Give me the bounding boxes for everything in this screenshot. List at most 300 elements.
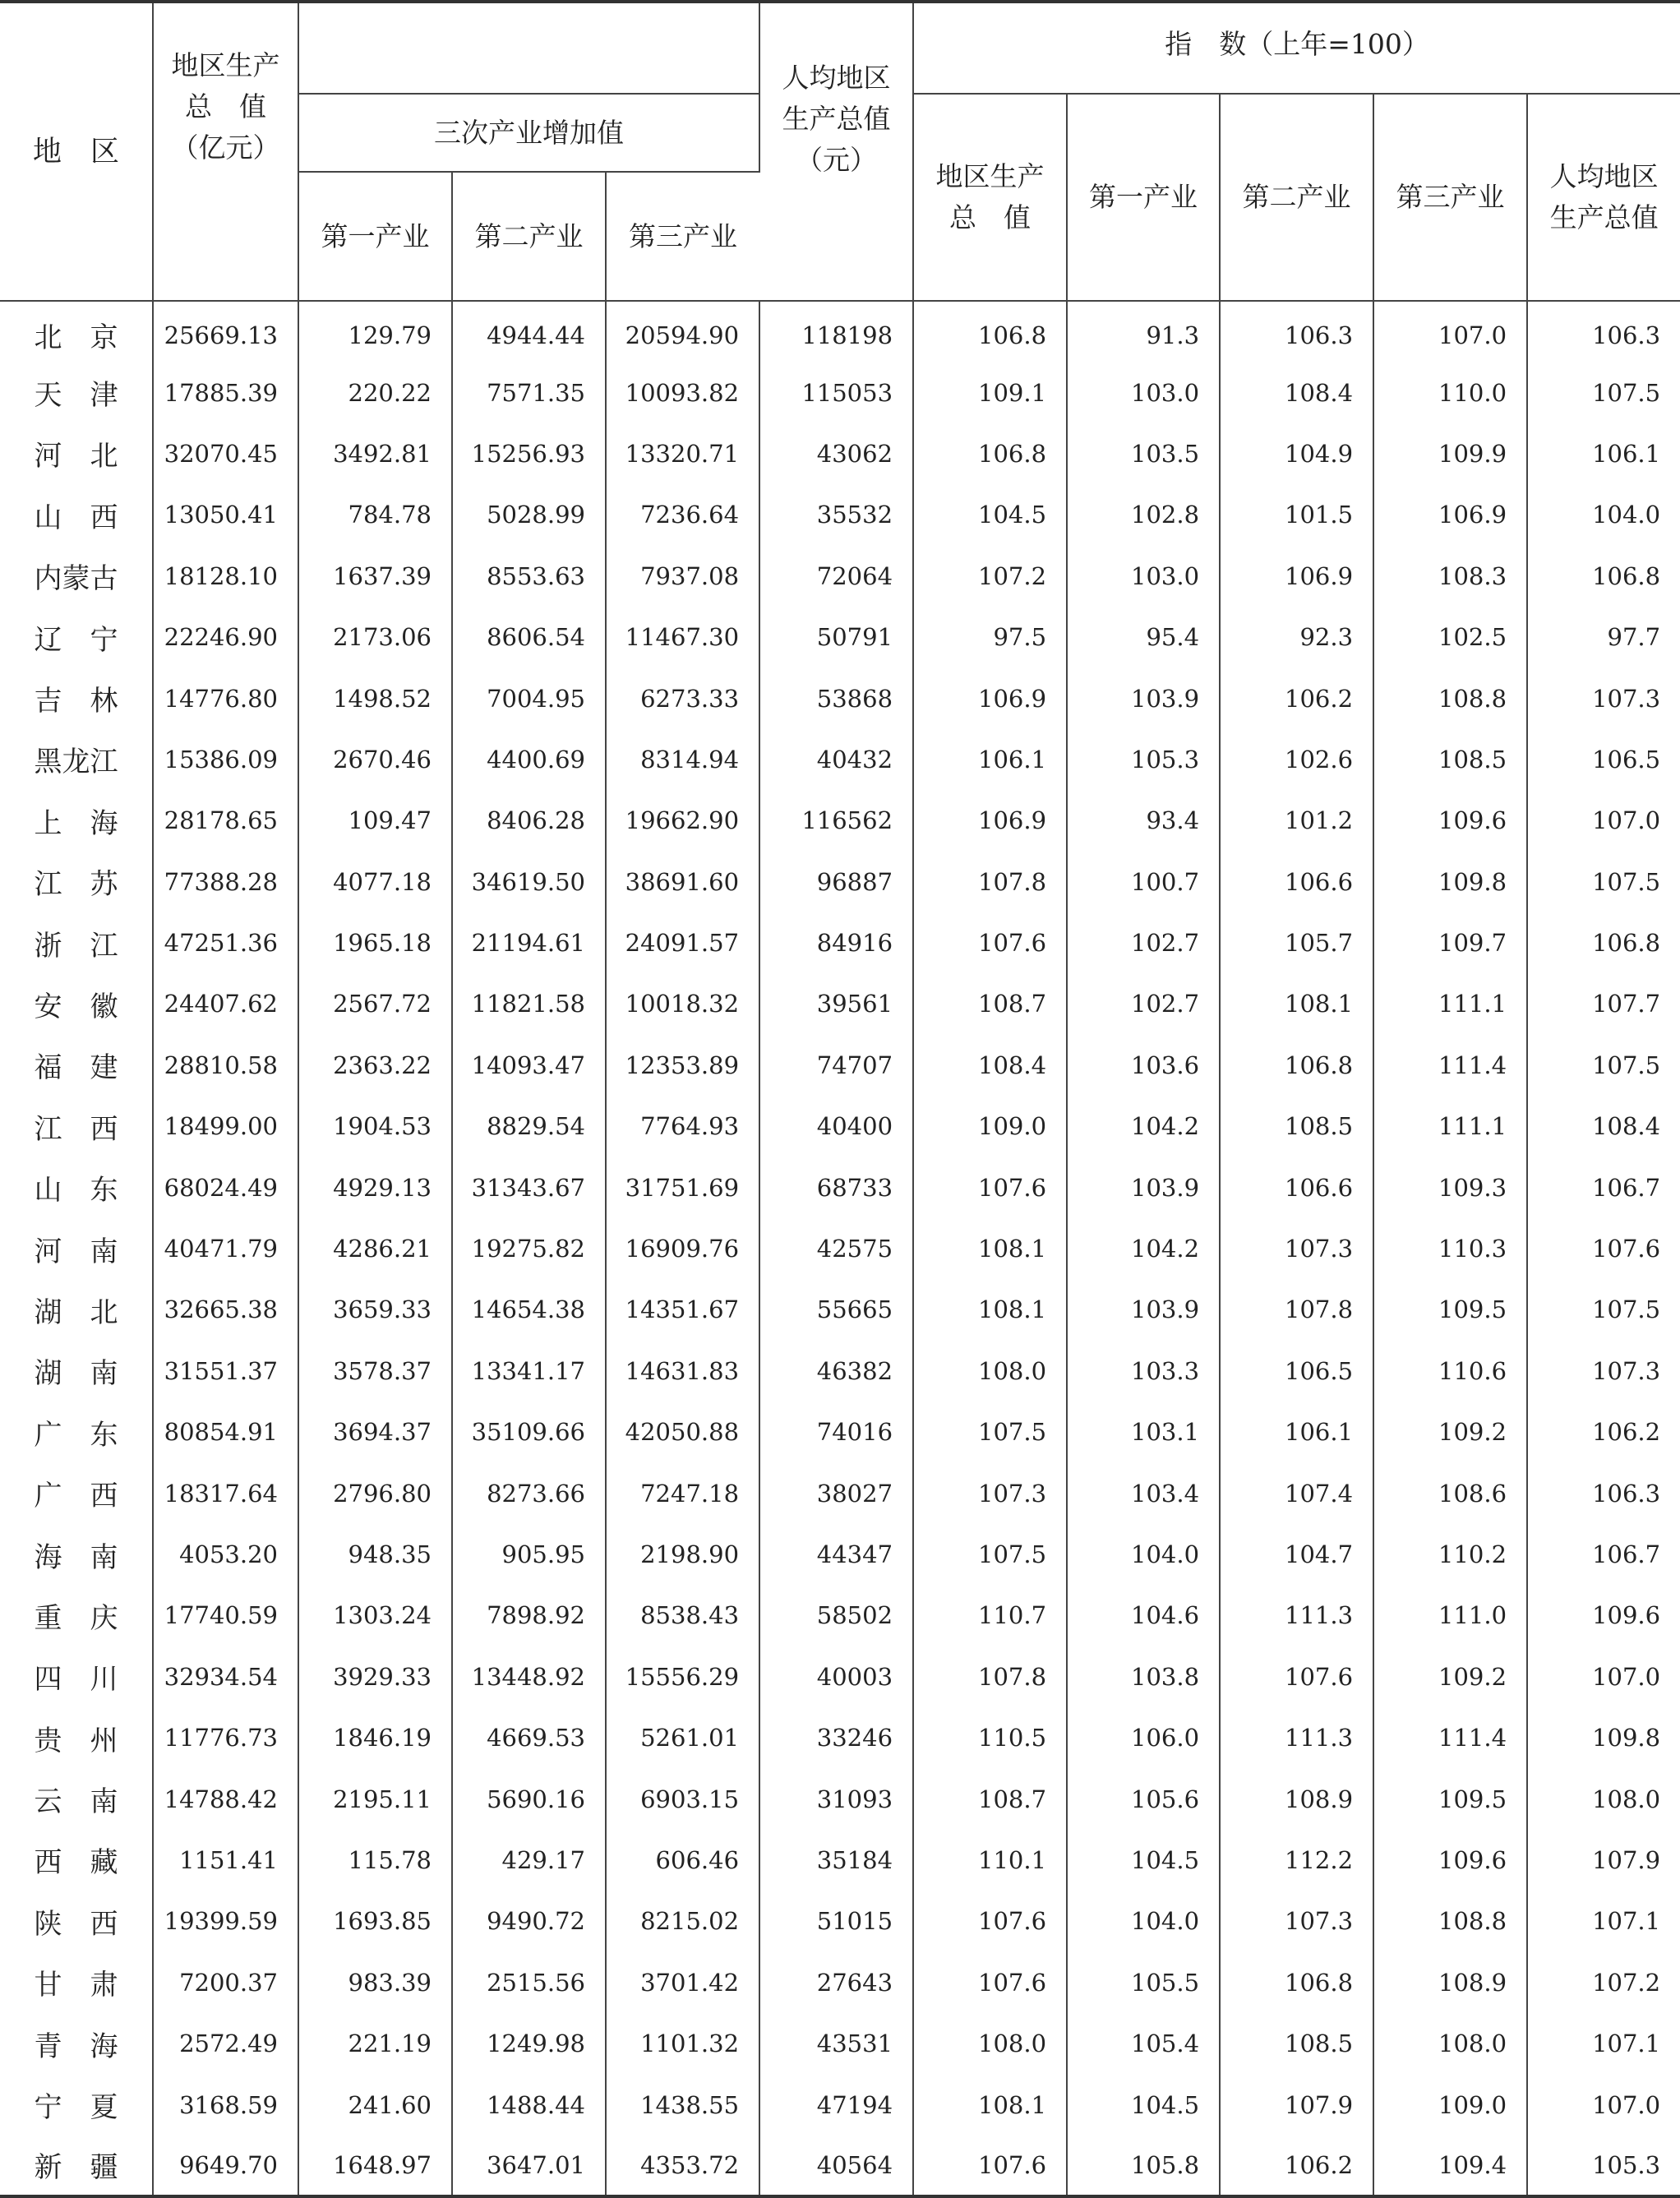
table-row: [0, 1157, 1680, 1217]
cell-per-capita: 118198: [759, 301, 913, 362]
cell-idx-secondary: 105.7: [1220, 912, 1373, 973]
header-idx-per-capita: [1527, 94, 1680, 301]
cell-tertiary: 19662.90: [606, 790, 759, 851]
cell-per-capita: 38027: [759, 1462, 913, 1523]
cell-idx-secondary: 108.5: [1220, 2013, 1373, 2074]
cell-idx-primary: 104.0: [1067, 1524, 1220, 1585]
cell-idx-tertiary: 106.9: [1373, 484, 1527, 545]
cell-idx-gdp: 107.6: [913, 1157, 1067, 1217]
cell-idx-per-capita: 107.0: [1592, 806, 1661, 835]
cell-tertiary: 10018.32: [606, 973, 759, 1034]
cell-primary: 983.39: [298, 1952, 452, 2013]
cell-idx-primary: 104.5: [1067, 2074, 1220, 2135]
header-secondary: 第二产业: [452, 172, 606, 301]
cell-secondary: 21194.61: [452, 912, 606, 973]
cell-primary: 115.78: [298, 1830, 452, 1891]
cell-idx-per-capita: 107.5: [1592, 1295, 1661, 1324]
cell-per-capita: 72064: [759, 546, 913, 607]
cell-primary: 1693.85: [298, 1891, 452, 1951]
cell-idx-tertiary: 110.6: [1373, 1341, 1527, 1401]
header-value-added-group: 三次产业增加值: [298, 94, 759, 172]
cell-secondary: 7571.35: [452, 362, 606, 423]
cell-tertiary: 38691.60: [606, 852, 759, 912]
cell-idx-tertiary: 109.0: [1373, 2074, 1527, 2135]
cell-primary: 109.47: [298, 790, 452, 851]
cell-idx-primary: 102.8: [1067, 484, 1220, 545]
cell-idx-secondary: 108.5: [1220, 1096, 1373, 1157]
table-row: [0, 729, 1680, 790]
cell-idx-tertiary: 107.0: [1373, 301, 1527, 362]
cell-tertiary: 4353.72: [606, 2136, 759, 2196]
table-header: [0, 2, 1680, 301]
table-row: [0, 1341, 1680, 1401]
cell-secondary: 11821.58: [452, 973, 606, 1034]
cell-secondary: 13341.17: [452, 1341, 606, 1401]
cell-idx-tertiary: 110.3: [1373, 1218, 1527, 1279]
cell-idx-primary: 104.5: [1067, 1830, 1220, 1891]
cell-per-capita: 58502: [759, 1585, 913, 1646]
cell-idx-gdp: 104.5: [913, 484, 1067, 545]
cell-idx-per-capita: 106.8: [1592, 561, 1661, 590]
cell-idx-secondary: 101.2: [1220, 790, 1373, 851]
cell-idx-secondary: 106.2: [1220, 667, 1373, 728]
cell-idx-tertiary: 108.8: [1373, 667, 1527, 728]
cell-idx-primary: 103.6: [1067, 1035, 1220, 1096]
cell-idx-secondary: 107.4: [1220, 1462, 1373, 1523]
cell-idx-tertiary: 102.5: [1373, 607, 1527, 667]
table-row: [0, 1401, 1680, 1462]
cell-gdp-total: 18128.10: [153, 546, 298, 607]
cell-region: 山 东: [0, 1157, 153, 1217]
cell-idx-secondary: 107.6: [1220, 1646, 1373, 1707]
cell-secondary: 8273.66: [452, 1462, 606, 1523]
cell-idx-per-capita: 106.3: [1592, 1479, 1661, 1508]
cell-idx-secondary: 108.4: [1220, 362, 1373, 423]
table-row: [0, 607, 1680, 667]
cell-region: 吉 林: [0, 667, 153, 728]
cell-idx-tertiary: 109.9: [1373, 423, 1527, 484]
cell-primary: 1498.52: [298, 667, 452, 728]
table-row: [0, 1218, 1680, 1279]
cell-region: 贵 州: [0, 1707, 153, 1768]
cell-idx-gdp: 107.6: [913, 912, 1067, 973]
cell-gdp-total: 17740.59: [153, 1585, 298, 1646]
cell-idx-tertiary: 108.5: [1373, 729, 1527, 790]
table-row: [0, 2136, 1680, 2196]
cell-gdp-total: 25669.13: [153, 301, 298, 362]
cell-idx-secondary: 107.3: [1220, 1891, 1373, 1951]
header-idx-primary: 第一产业: [1067, 94, 1220, 301]
cell-idx-secondary: 106.8: [1220, 1952, 1373, 2013]
header-idx-secondary: 第二产业: [1220, 94, 1373, 301]
cell-region: 海 南: [0, 1524, 153, 1585]
cell-secondary: 4669.53: [452, 1707, 606, 1768]
cell-secondary: 31343.67: [452, 1157, 606, 1217]
cell-tertiary: 8215.02: [606, 1891, 759, 1951]
cell-secondary: 14093.47: [452, 1035, 606, 1096]
cell-primary: 2567.72: [298, 973, 452, 1034]
cell-gdp-total: 18499.00: [153, 1096, 298, 1157]
cell-gdp-total: 9649.70: [153, 2136, 298, 2196]
cell-secondary: 905.95: [452, 1524, 606, 1585]
cell-gdp-total: 31551.37: [153, 1341, 298, 1401]
cell-secondary: 4944.44: [452, 301, 606, 362]
cell-tertiary: 5261.01: [606, 1707, 759, 1768]
cell-idx-per-capita: 107.5: [1592, 378, 1661, 407]
cell-tertiary: 2198.90: [606, 1524, 759, 1585]
cell-idx-primary: 102.7: [1067, 973, 1220, 1034]
cell-idx-primary: 105.5: [1067, 1952, 1220, 2013]
cell-tertiary: 7937.08: [606, 546, 759, 607]
cell-idx-primary: 95.4: [1067, 607, 1220, 667]
cell-idx-secondary: 101.5: [1220, 484, 1373, 545]
cell-idx-tertiary: 111.4: [1373, 1707, 1527, 1768]
cell-idx-secondary: 107.8: [1220, 1279, 1373, 1340]
cell-per-capita: 68733: [759, 1157, 913, 1217]
cell-idx-tertiary: 108.8: [1373, 1891, 1527, 1951]
cell-per-capita: 74707: [759, 1035, 913, 1096]
cell-gdp-total: 2572.49: [153, 2013, 298, 2074]
header-gdp-total: [153, 2, 298, 301]
cell-tertiary: 14631.83: [606, 1341, 759, 1401]
cell-per-capita: 31093: [759, 1768, 913, 1829]
table-row: [0, 1035, 1680, 1096]
cell-idx-tertiary: 108.3: [1373, 546, 1527, 607]
cell-idx-gdp: 108.7: [913, 973, 1067, 1034]
cell-per-capita: 115053: [759, 362, 913, 423]
cell-primary: 784.78: [298, 484, 452, 545]
cell-idx-tertiary: 109.6: [1373, 790, 1527, 851]
cell-gdp-total: 77388.28: [153, 852, 298, 912]
cell-idx-gdp: 110.5: [913, 1707, 1067, 1768]
cell-secondary: 14654.38: [452, 1279, 606, 1340]
cell-idx-per-capita: 107.9: [1592, 1845, 1661, 1874]
cell-tertiary: 14351.67: [606, 1279, 759, 1340]
cell-tertiary: 7764.93: [606, 1096, 759, 1157]
cell-gdp-total: 22246.90: [153, 607, 298, 667]
cell-per-capita: 43531: [759, 2013, 913, 2074]
cell-primary: 221.19: [298, 2013, 452, 2074]
cell-idx-tertiary: 109.5: [1373, 1279, 1527, 1340]
cell-gdp-total: 24407.62: [153, 973, 298, 1034]
cell-secondary: 7004.95: [452, 667, 606, 728]
cell-idx-secondary: 112.2: [1220, 1830, 1373, 1891]
cell-idx-gdp: 108.7: [913, 1768, 1067, 1829]
cell-idx-per-capita: 106.8: [1592, 929, 1661, 958]
cell-primary: 1846.19: [298, 1707, 452, 1768]
cell-idx-gdp: 106.8: [913, 301, 1067, 362]
cell-tertiary: 8538.43: [606, 1585, 759, 1646]
cell-gdp-total: 4053.20: [153, 1524, 298, 1585]
cell-per-capita: 96887: [759, 852, 913, 912]
cell-region: 北 京: [0, 301, 153, 362]
cell-idx-per-capita: 106.2: [1592, 1418, 1661, 1447]
cell-tertiary: 20594.90: [606, 301, 759, 362]
cell-primary: 1965.18: [298, 912, 452, 973]
cell-tertiary: 6903.15: [606, 1768, 759, 1829]
cell-tertiary: 12353.89: [606, 1035, 759, 1096]
cell-idx-primary: 104.0: [1067, 1891, 1220, 1951]
cell-tertiary: 10093.82: [606, 362, 759, 423]
cell-per-capita: 47194: [759, 2074, 913, 2135]
cell-idx-primary: 105.8: [1067, 2136, 1220, 2196]
cell-idx-gdp: 110.7: [913, 1585, 1067, 1646]
table-row: [0, 1279, 1680, 1340]
cell-idx-primary: 105.6: [1067, 1768, 1220, 1829]
cell-per-capita: 27643: [759, 1952, 913, 2013]
cell-per-capita: 40003: [759, 1646, 913, 1707]
cell-tertiary: 6273.33: [606, 667, 759, 728]
table-row: [0, 667, 1680, 728]
cell-idx-primary: 91.3: [1067, 301, 1220, 362]
cell-region: 云 南: [0, 1768, 153, 1829]
cell-idx-primary: 103.9: [1067, 667, 1220, 728]
cell-primary: 2363.22: [298, 1035, 452, 1096]
cell-secondary: 8829.54: [452, 1096, 606, 1157]
cell-idx-secondary: 108.9: [1220, 1768, 1373, 1829]
cell-idx-secondary: 106.8: [1220, 1035, 1373, 1096]
cell-idx-per-capita: 107.2: [1592, 1968, 1661, 1997]
cell-idx-gdp: 107.6: [913, 1891, 1067, 1951]
cell-idx-primary: 103.5: [1067, 423, 1220, 484]
cell-idx-gdp: 106.8: [913, 423, 1067, 484]
cell-idx-secondary: 102.6: [1220, 729, 1373, 790]
cell-idx-gdp: 108.4: [913, 1035, 1067, 1096]
cell-primary: 2670.46: [298, 729, 452, 790]
cell-gdp-total: 14776.80: [153, 667, 298, 728]
cell-region: 安 徽: [0, 973, 153, 1034]
cell-idx-gdp: 107.5: [913, 1401, 1067, 1462]
cell-idx-tertiary: 108.6: [1373, 1462, 1527, 1523]
header-gdp-total-line1: 地区生产: [171, 48, 280, 81]
cell-region: 广 东: [0, 1401, 153, 1462]
cell-idx-tertiary: 111.1: [1373, 1096, 1527, 1157]
cell-idx-secondary: 106.5: [1220, 1341, 1373, 1401]
cell-gdp-total: 3168.59: [153, 2074, 298, 2135]
table-row: [0, 1462, 1680, 1523]
cell-primary: 4929.13: [298, 1157, 452, 1217]
table-row: [0, 546, 1680, 607]
cell-idx-gdp: 108.1: [913, 2074, 1067, 2135]
cell-idx-per-capita: 107.0: [1592, 2090, 1661, 2119]
cell-gdp-total: 17885.39: [153, 362, 298, 423]
cell-idx-gdp: 108.0: [913, 2013, 1067, 2074]
cell-secondary: 3647.01: [452, 2136, 606, 2196]
cell-secondary: 8606.54: [452, 607, 606, 667]
cell-idx-secondary: 107.3: [1220, 1218, 1373, 1279]
cell-per-capita: 40564: [759, 2136, 913, 2196]
cell-idx-secondary: 104.9: [1220, 423, 1373, 484]
table-row: [0, 1830, 1680, 1891]
cell-idx-primary: 106.0: [1067, 1707, 1220, 1768]
cell-idx-tertiary: 110.0: [1373, 362, 1527, 423]
table-row: [0, 1952, 1680, 2013]
cell-primary: 3929.33: [298, 1646, 452, 1707]
cell-region: 陕 西: [0, 1891, 153, 1951]
cell-idx-gdp: 107.2: [913, 546, 1067, 607]
cell-gdp-total: 15386.09: [153, 729, 298, 790]
header-gdp-total-line3: （亿元）: [171, 131, 280, 164]
cell-idx-gdp: 108.1: [913, 1218, 1067, 1279]
cell-per-capita: 33246: [759, 1707, 913, 1768]
cell-region: 西 藏: [0, 1830, 153, 1891]
cell-primary: 2195.11: [298, 1768, 452, 1829]
table-row: [0, 973, 1680, 1034]
cell-gdp-total: 28178.65: [153, 790, 298, 851]
cell-primary: 948.35: [298, 1524, 452, 1585]
cell-idx-gdp: 109.0: [913, 1096, 1067, 1157]
header-idx-gdp: [913, 94, 1067, 301]
cell-idx-primary: 103.0: [1067, 546, 1220, 607]
cell-per-capita: 35184: [759, 1830, 913, 1891]
cell-idx-per-capita: 107.1: [1592, 1907, 1661, 1936]
cell-idx-secondary: 107.9: [1220, 2074, 1373, 2135]
cell-per-capita: 43062: [759, 423, 913, 484]
cell-idx-tertiary: 108.9: [1373, 1952, 1527, 2013]
cell-primary: 2796.80: [298, 1462, 452, 1523]
cell-idx-tertiary: 109.3: [1373, 1157, 1527, 1217]
cell-idx-gdp: 107.8: [913, 852, 1067, 912]
header-tertiary: 第三产业: [606, 172, 759, 301]
cell-idx-gdp: 107.5: [913, 1524, 1067, 1585]
table-row: [0, 362, 1680, 423]
cell-idx-per-capita: 108.0: [1592, 1785, 1661, 1813]
cell-idx-tertiary: 108.0: [1373, 2013, 1527, 2074]
cell-secondary: 8406.28: [452, 790, 606, 851]
cell-idx-gdp: 107.6: [913, 2136, 1067, 2196]
cell-gdp-total: 68024.49: [153, 1157, 298, 1217]
cell-gdp-total: 32070.45: [153, 423, 298, 484]
cell-region: 湖 北: [0, 1279, 153, 1340]
cell-idx-per-capita: 107.5: [1592, 1051, 1661, 1079]
cell-region: 山 西: [0, 484, 153, 545]
cell-gdp-total: 80854.91: [153, 1401, 298, 1462]
table-row: [0, 852, 1680, 912]
cell-idx-tertiary: 111.1: [1373, 973, 1527, 1034]
cell-idx-secondary: 106.1: [1220, 1401, 1373, 1462]
table-row: [0, 1891, 1680, 1951]
cell-gdp-total: 13050.41: [153, 484, 298, 545]
cell-tertiary: 15556.29: [606, 1646, 759, 1707]
cell-idx-primary: 104.6: [1067, 1585, 1220, 1646]
cell-idx-secondary: 108.1: [1220, 973, 1373, 1034]
cell-secondary: 1488.44: [452, 2074, 606, 2135]
cell-tertiary: 11467.30: [606, 607, 759, 667]
cell-gdp-total: 40471.79: [153, 1218, 298, 1279]
cell-tertiary: 24091.57: [606, 912, 759, 973]
cell-region: 重 庆: [0, 1585, 153, 1646]
header-idx-gdp-line1: 地区生产: [935, 160, 1045, 192]
cell-idx-gdp: 107.3: [913, 1462, 1067, 1523]
cell-region: 宁 夏: [0, 2074, 153, 2135]
cell-primary: 1648.97: [298, 2136, 452, 2196]
cell-gdp-total: 14788.42: [153, 1768, 298, 1829]
header-per-capita-line2: 生产总值: [782, 102, 891, 135]
cell-region: 福 建: [0, 1035, 153, 1096]
cell-idx-gdp: 106.9: [913, 790, 1067, 851]
cell-secondary: 5690.16: [452, 1768, 606, 1829]
cell-idx-primary: 103.0: [1067, 362, 1220, 423]
table-row: [0, 1646, 1680, 1707]
cell-idx-gdp: 110.1: [913, 1830, 1067, 1891]
cell-gdp-total: 32665.38: [153, 1279, 298, 1340]
cell-idx-primary: 93.4: [1067, 790, 1220, 851]
cell-primary: 241.60: [298, 2074, 452, 2135]
cell-tertiary: 1101.32: [606, 2013, 759, 2074]
cell-primary: 1904.53: [298, 1096, 452, 1157]
cell-primary: 1303.24: [298, 1585, 452, 1646]
cell-idx-per-capita: 106.7: [1592, 1540, 1661, 1568]
cell-primary: 3492.81: [298, 423, 452, 484]
cell-per-capita: 40432: [759, 729, 913, 790]
cell-secondary: 7898.92: [452, 1585, 606, 1646]
cell-idx-primary: 105.3: [1067, 729, 1220, 790]
table-row: [0, 912, 1680, 973]
cell-idx-primary: 103.9: [1067, 1157, 1220, 1217]
cell-idx-per-capita: 107.6: [1592, 1235, 1661, 1263]
cell-per-capita: 46382: [759, 1341, 913, 1401]
cell-tertiary: 8314.94: [606, 729, 759, 790]
cell-idx-secondary: 92.3: [1220, 607, 1373, 667]
table-row: [0, 1707, 1680, 1768]
cell-primary: 4077.18: [298, 852, 452, 912]
cell-tertiary: 606.46: [606, 1830, 759, 1891]
cell-idx-per-capita: 106.3: [1592, 321, 1661, 349]
cell-secondary: 429.17: [452, 1830, 606, 1891]
cell-region: 河 南: [0, 1218, 153, 1279]
cell-region: 内蒙古: [0, 546, 153, 607]
cell-idx-secondary: 106.6: [1220, 852, 1373, 912]
cell-secondary: 19275.82: [452, 1218, 606, 1279]
cell-idx-primary: 104.2: [1067, 1096, 1220, 1157]
cell-gdp-total: 47251.36: [153, 912, 298, 973]
cell-idx-secondary: 104.7: [1220, 1524, 1373, 1585]
table-row: [0, 2074, 1680, 2135]
cell-idx-primary: 103.9: [1067, 1279, 1220, 1340]
cell-primary: 1637.39: [298, 546, 452, 607]
cell-idx-tertiary: 109.5: [1373, 1768, 1527, 1829]
cell-secondary: 5028.99: [452, 484, 606, 545]
cell-idx-per-capita: 106.5: [1592, 745, 1661, 773]
cell-region: 辽 宁: [0, 607, 153, 667]
cell-region: 天 津: [0, 362, 153, 423]
cell-gdp-total: 28810.58: [153, 1035, 298, 1096]
cell-primary: 220.22: [298, 362, 452, 423]
cell-idx-tertiary: 111.4: [1373, 1035, 1527, 1096]
header-primary: 第一产业: [298, 172, 452, 301]
table-row: [0, 1524, 1680, 1585]
cell-gdp-total: 11776.73: [153, 1707, 298, 1768]
cell-per-capita: 84916: [759, 912, 913, 973]
cell-secondary: 35109.66: [452, 1401, 606, 1462]
table-body: [0, 301, 1680, 2196]
cell-idx-gdp: 106.1: [913, 729, 1067, 790]
cell-tertiary: 3701.42: [606, 1952, 759, 2013]
cell-idx-primary: 103.3: [1067, 1341, 1220, 1401]
cell-idx-per-capita: 107.3: [1592, 1356, 1661, 1385]
cell-idx-per-capita: 104.0: [1592, 501, 1661, 529]
cell-idx-per-capita: 106.7: [1592, 1173, 1661, 1202]
header-idx-per-capita-line1: 人均地区: [1549, 160, 1659, 192]
header-per-capita-line1: 人均地区: [782, 61, 891, 94]
header-idx-per-capita-line2: 生产总值: [1549, 201, 1659, 233]
cell-idx-primary: 104.2: [1067, 1218, 1220, 1279]
cell-gdp-total: 7200.37: [153, 1952, 298, 2013]
table-row: [0, 1768, 1680, 1829]
header-gdp-total-line2: 总 值: [185, 90, 266, 122]
cell-idx-per-capita: 107.3: [1592, 684, 1661, 713]
cell-idx-gdp: 106.9: [913, 667, 1067, 728]
